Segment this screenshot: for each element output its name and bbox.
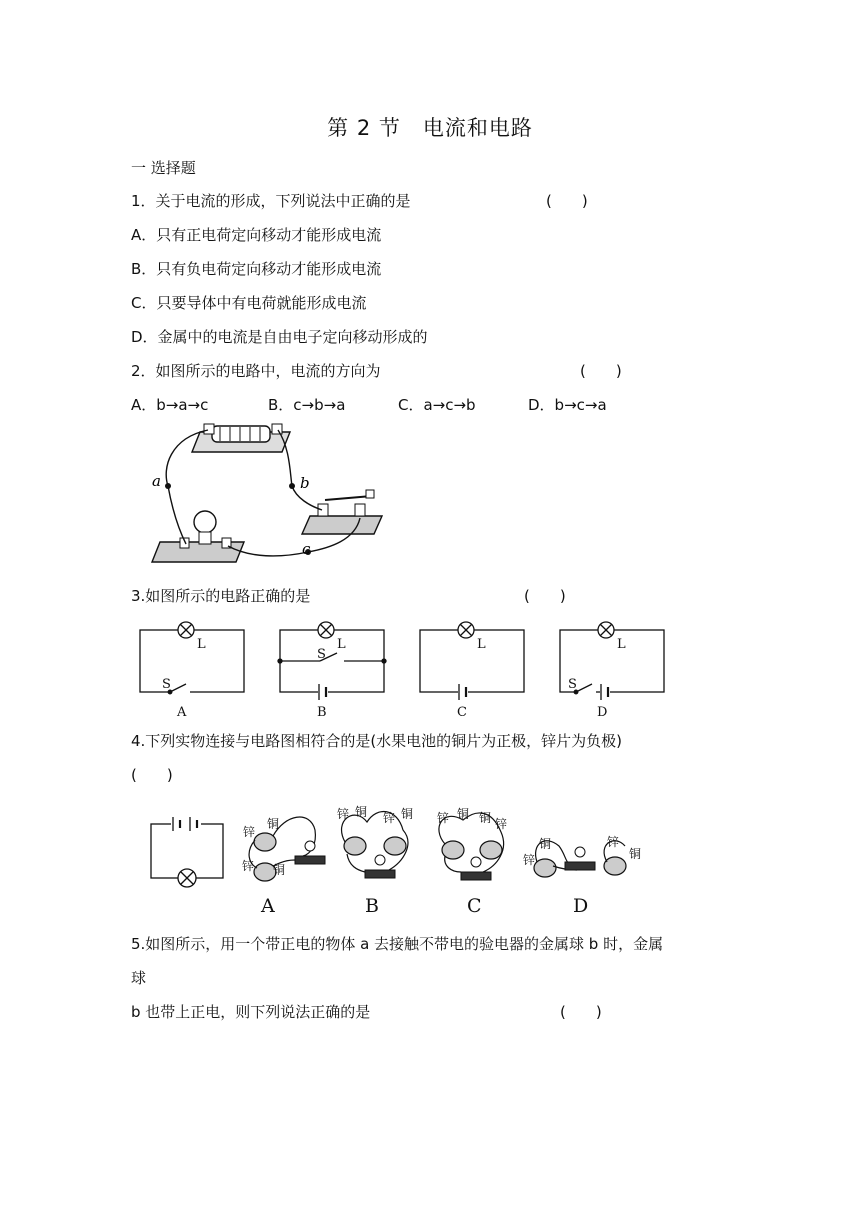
point-b-label: b — [300, 474, 310, 492]
q4-stem: 4.下列实物连接与电路图相符合的是(水果电池的铜片为正极，锌片为负极) — [131, 732, 623, 750]
q3-a-switch-label: S — [162, 677, 171, 692]
q4-b-zinc2-label: 锌 — [383, 811, 396, 825]
q3-stem: 3.如图所示的电路正确的是 — [131, 587, 311, 605]
q4-label-d: D — [573, 895, 589, 917]
q3-label-b: B — [317, 705, 327, 720]
q4-a-zinc-label: 锌 — [243, 825, 256, 839]
q4-d-copper2-label: 铜 — [629, 847, 642, 861]
q2-answer-blank[interactable]: ( ) — [580, 362, 622, 380]
q1-option-c[interactable]: C．只要导体中有电荷就能形成电流 — [131, 294, 367, 312]
q4-c-zinc-label: 锌 — [437, 811, 450, 825]
q3-b-lamp-label: L — [337, 637, 346, 652]
bulb-icon — [152, 511, 244, 562]
q4-c-zinc2-label: 锌 — [495, 817, 508, 831]
q4-fruit-battery-figure — [145, 800, 655, 918]
q4-a-copper-label: 铜 — [267, 817, 280, 831]
q2-option-b[interactable]: B．c→b→a — [268, 396, 346, 414]
q2-stem: 2．如图所示的电路中，电流的方向为 — [131, 362, 381, 380]
q1-stem: 1．关于电流的形成，下列说法中正确的是 — [131, 192, 411, 210]
q3-label-c: C — [457, 705, 467, 720]
q4-a-copper2-label: 铜 — [273, 863, 286, 877]
q3-answer-blank[interactable]: ( ) — [524, 587, 566, 605]
point-a-label: a — [152, 472, 161, 490]
q1-option-a[interactable]: A．只有正电荷定向移动才能形成电流 — [131, 226, 382, 244]
q2-option-c[interactable]: C．a→c→b — [398, 396, 476, 414]
q3-label-a: A — [177, 705, 187, 720]
q3-d-switch-label: S — [568, 677, 577, 692]
q4-label-c: C — [467, 895, 482, 917]
q5-answer-blank[interactable]: ( ) — [560, 1003, 602, 1021]
q1-option-d[interactable]: D．金属中的电流是自由电子定向移动形成的 — [131, 328, 428, 346]
q5-stem-line1: 5.如图所示，用一个带正电的物体 a 去接触不带电的验电器的金属球 b 时，金属 — [131, 935, 664, 953]
q4-b-zinc-label: 锌 — [337, 807, 350, 821]
q1-answer-blank[interactable]: ( ) — [546, 192, 588, 210]
q3-a-lamp-label: L — [197, 637, 206, 652]
q3-b-switch-label: S — [317, 647, 326, 662]
switch-icon — [302, 490, 382, 534]
q5-stem-line3: b 也带上正电，则下列说法正确的是 — [131, 1003, 371, 1021]
q4-label-b: B — [365, 895, 379, 917]
q2-option-a[interactable]: A．b→a→c — [131, 396, 209, 414]
q4-answer-blank[interactable]: ( ) — [131, 766, 173, 784]
q5-stem-line2: 球 — [131, 969, 147, 987]
q4-d-copper-label: 铜 — [539, 837, 552, 851]
q1-option-b[interactable]: B．只有负电荷定向移动才能形成电流 — [131, 260, 382, 278]
q2-circuit-figure — [150, 418, 395, 568]
q3-label-d: D — [597, 705, 608, 720]
q4-c-copper2-label: 铜 — [479, 811, 492, 825]
q3-c-lamp-label: L — [477, 637, 486, 652]
q3-d-lamp-label: L — [617, 637, 626, 652]
q2-option-d[interactable]: D．b→c→a — [528, 396, 607, 414]
point-c-label: c — [302, 540, 311, 558]
section-heading: 一 选择题 — [131, 159, 196, 177]
q4-c-copper-label: 铜 — [457, 807, 470, 821]
q4-b-copper-label: 铜 — [355, 805, 368, 819]
q4-b-copper2-label: 铜 — [401, 807, 414, 821]
q4-label-a: A — [261, 895, 275, 917]
q4-d-zinc-label: 锌 — [523, 853, 536, 867]
q4-a-zinc2-label: 锌 — [242, 859, 255, 873]
q3-circuit-options — [130, 618, 675, 722]
battery-icon — [192, 424, 290, 452]
page-title: 第 2 节 电流和电路 — [327, 116, 533, 140]
q4-d-zinc2-label: 锌 — [607, 835, 620, 849]
